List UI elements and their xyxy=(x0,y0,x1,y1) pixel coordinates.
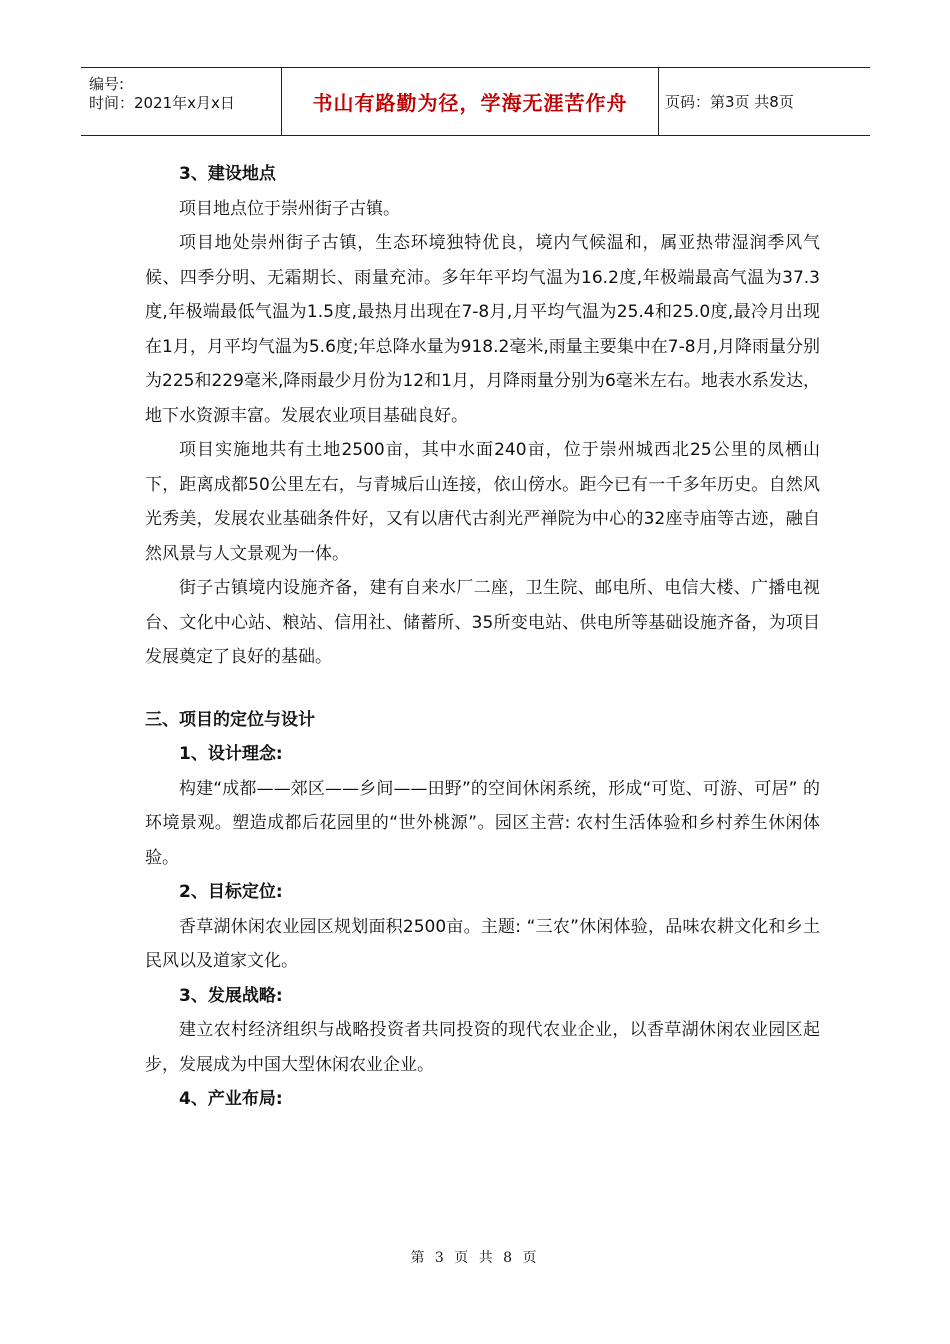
header-motto: 书山有路勤为径，学海无涯苦作舟 xyxy=(282,68,659,135)
section-heading-location: 3、建设地点 xyxy=(179,164,276,184)
header-page-info: 页码：第3页 共8页 xyxy=(665,93,794,111)
document-body xyxy=(145,157,820,1117)
paragraph: 香草湖休闲农业园区规划面积2500亩。主题: “三农”休闲体验，品味农耕文化和乡土民风以及道家文化。 xyxy=(145,916,820,971)
paragraph: 构建“成都——郊区——乡间——田野”的空间休闲系统，形成“可览、可游、可居” 的环境景观。塑造成都后花园里的“世外桃源”。园区主营: 农村生活体验和乡村养生休闲体验。 xyxy=(145,778,820,868)
paragraph: 建立农村经济组织与战略投资者共同投资的现代农业企业，以香草湖休闲农业园区起步，发展成为中国大型休闲农业企业。 xyxy=(145,1020,820,1075)
number-label: 编号: xyxy=(89,75,125,93)
section-heading-strategy: 3、发展战略: xyxy=(179,985,283,1006)
section-heading-target: 2、目标定位: xyxy=(179,882,283,902)
paragraph: 项目实施地共有土地2500亩，其中水面240亩，位于崇州城西北25公里的凤栖山下，距离成都50公里左右，与青城后山连接，依山傍水。距今已有一千多年历史。自然风光秀美，发展农业基础条件好，又有以唐代古刹光严禅院为中心的32座寺庙等古迹，融自然风景与人文景观为一体。 xyxy=(145,440,820,564)
section-heading-layout: 4、产业布局: xyxy=(179,1089,283,1109)
paragraph: 街子古镇境内设施齐备，建有自来水厂二座，卫生院、邮电所、电信大楼、广播电视台、文化中心站、粮站、信用社、储蓄所、35所变电站、供电所等基础设施齐备，为项目发展奠定了良好的基础。 xyxy=(145,578,820,667)
time-label: 时间：2021年x月x日 xyxy=(89,94,235,112)
section-heading-design: 1、设计理念: xyxy=(179,744,283,764)
page-header xyxy=(81,67,870,136)
chapter-heading: 三、项目的定位与设计 xyxy=(145,709,315,730)
header-meta xyxy=(81,68,282,135)
paragraph: 项目地点位于崇州街子古镇。 xyxy=(179,198,400,219)
page-footer: 第 3 页 共 8 页 xyxy=(410,1250,540,1266)
paragraph: 项目地处崇州街子古镇，生态环境独特优良，境内气候温和，属亚热带湿润季风气候、四季分明、无霜期长、雨量充沛。多年年平均气温为16.2度,年极端最高气温为37.3度,年极端最低气温为1.5度,最热月出现在7-8月,月平均气温为25.4和25.0度,最冷月出现在1月，月平均气温为5.6度;年总降水量为918.2毫米,雨量主要集中在7-8月,月降雨量分别为225和229毫米,降雨最少月份为12和1月，月降雨量分别为6毫米左右。地表水系发达，地下水资源丰富。发展农业项目基础良好。 xyxy=(145,233,820,426)
